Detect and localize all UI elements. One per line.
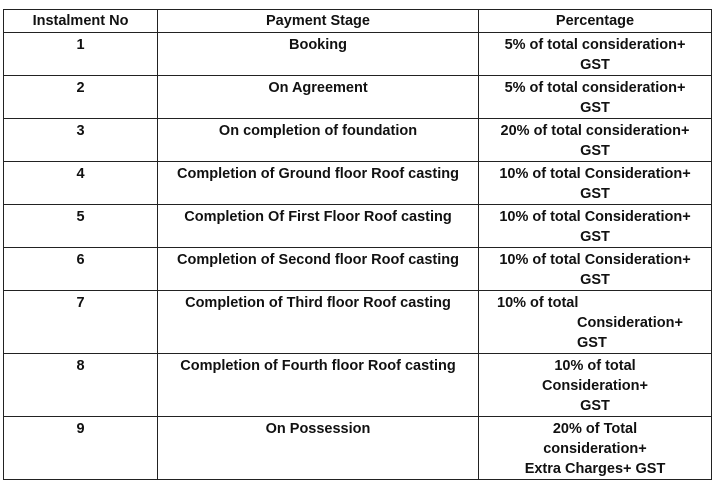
instalment-no: 3 — [4, 119, 158, 162]
percentage-line: GST — [580, 229, 610, 245]
percentage-line: Consideration+ — [542, 378, 648, 394]
table-row — [4, 76, 712, 119]
header-payment-stage: Payment Stage — [158, 10, 479, 33]
percentage-line: Extra Charges+ GST — [524, 461, 666, 477]
percentage-line: 10% of total — [554, 358, 636, 374]
payment-stage: Booking — [158, 33, 479, 76]
percentage-line: 5% of total consideration+ — [504, 80, 686, 96]
percentage-line: 20% of Total — [552, 421, 638, 437]
payment-stage: Completion of Ground floor Roof casting — [158, 162, 479, 205]
instalment-no: 2 — [4, 76, 158, 119]
payment-stage: Completion of Second floor Roof casting — [158, 248, 479, 291]
instalment-no: 1 — [4, 33, 158, 76]
header-instalment-no: Instalment No — [4, 10, 158, 33]
percentage — [479, 417, 712, 480]
instalment-no: 7 — [4, 291, 158, 354]
payment-stage: On completion of foundation — [158, 119, 479, 162]
percentage-line: 5% of total consideration+ — [504, 37, 686, 53]
percentage-line: GST — [580, 398, 610, 414]
payment-stage: Completion of Third floor Roof casting — [158, 291, 479, 354]
percentage-line: GST — [580, 100, 610, 116]
percentage-line: Consideration+ — [577, 315, 683, 331]
instalment-no: 8 — [4, 354, 158, 417]
percentage — [479, 76, 712, 119]
percentage-line: GST — [580, 272, 610, 288]
payment-stage: Completion Of First Floor Roof casting — [158, 205, 479, 248]
instalment-no: 9 — [4, 417, 158, 480]
percentage-line: GST — [580, 143, 610, 159]
payment-stage: Completion of Fourth floor Roof casting — [158, 354, 479, 417]
percentage — [479, 33, 712, 76]
percentage — [479, 119, 712, 162]
table-row — [4, 354, 712, 417]
table-row — [4, 33, 712, 76]
table-row — [4, 291, 712, 354]
percentage-line: GST — [577, 335, 607, 351]
table-row — [4, 119, 712, 162]
percentage-line: consideration+ — [543, 441, 647, 457]
table-row — [4, 205, 712, 248]
instalment-no: 4 — [4, 162, 158, 205]
percentage-line: 10% of total Consideration+ — [499, 252, 691, 268]
percentage — [479, 291, 712, 354]
percentage-line: 10% of total Consideration+ — [499, 209, 691, 225]
table-row — [4, 417, 712, 480]
table-row — [4, 162, 712, 205]
instalment-no: 5 — [4, 205, 158, 248]
percentage — [479, 248, 712, 291]
percentage-line: GST — [580, 57, 610, 73]
header-row — [4, 10, 712, 33]
table-row — [4, 248, 712, 291]
percentage — [479, 205, 712, 248]
instalment-no: 6 — [4, 248, 158, 291]
percentage-line: 10% of total — [497, 295, 579, 311]
percentage-line: 20% of total consideration+ — [500, 123, 690, 139]
payment-stage: On Agreement — [158, 76, 479, 119]
payment-schedule-table — [3, 9, 712, 480]
percentage — [479, 162, 712, 205]
header-percentage: Percentage — [479, 10, 712, 33]
percentage — [479, 354, 712, 417]
percentage-line: 10% of total Consideration+ — [499, 166, 691, 182]
payment-stage: On Possession — [158, 417, 479, 480]
percentage-line: GST — [580, 186, 610, 202]
